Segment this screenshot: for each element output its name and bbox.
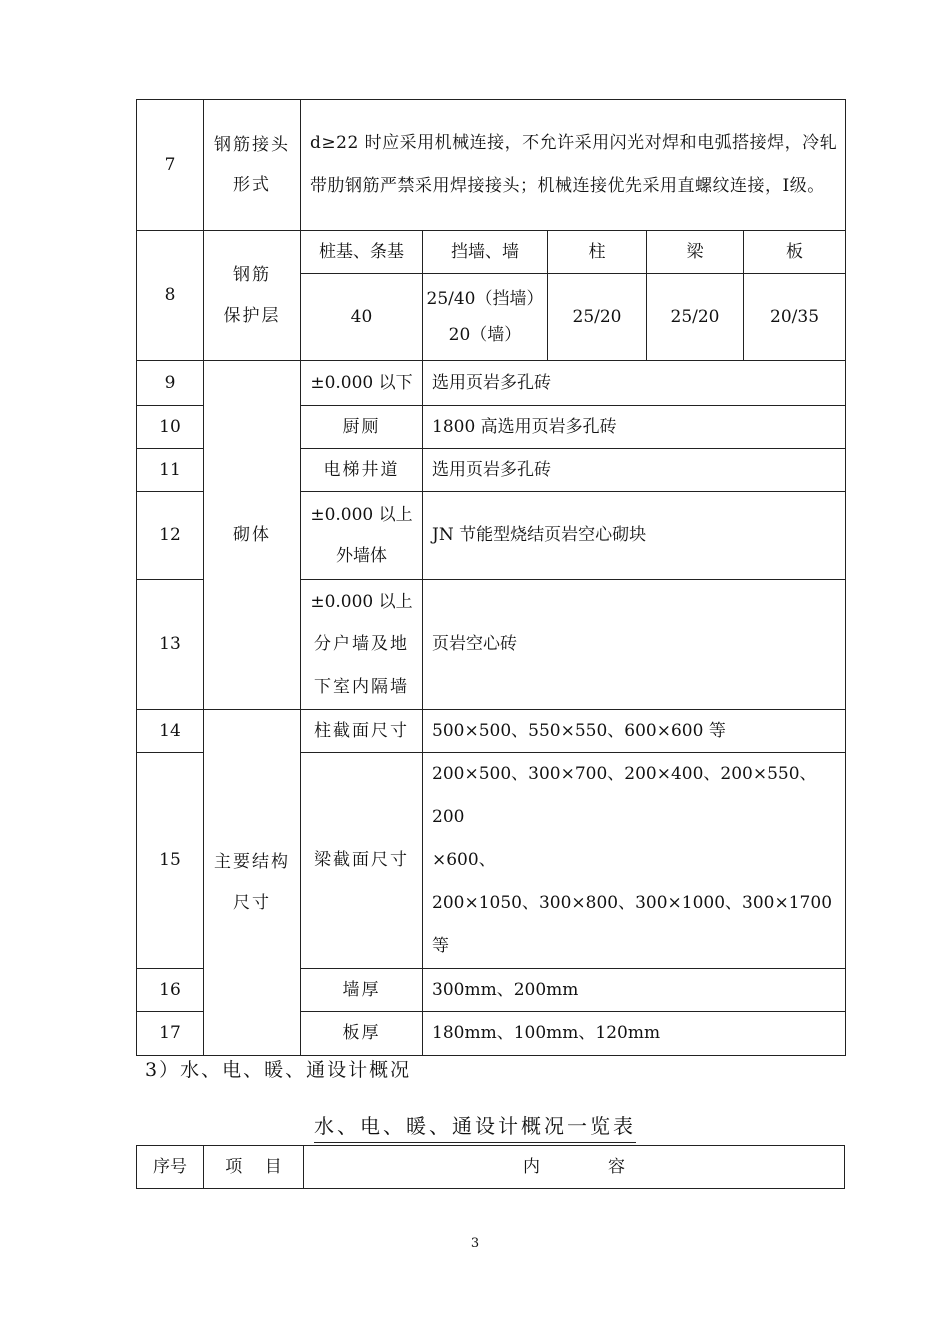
row-number: 7 <box>137 100 204 231</box>
row-number: 17 <box>137 1012 204 1056</box>
table-header-row <box>137 1146 845 1189</box>
row-number: 11 <box>137 449 204 492</box>
item-cell: 钢筋接头 形式 <box>204 100 301 231</box>
table-row <box>137 361 846 406</box>
row-number: 14 <box>137 710 204 753</box>
table-row <box>137 710 846 753</box>
sub-item-cell: ±0.000 以上 分户墙及地 下室内隔墙 <box>301 580 423 710</box>
content-cell: 200×500、300×700、200×400、200×550、200 ×600、 200×1050、300×800、300×1000、300×1700 等 <box>423 753 846 969</box>
row-number: 9 <box>137 361 204 406</box>
cover-header-wall: 挡墙、墙 <box>423 231 548 274</box>
sub-item-cell: ±0.000 以下 <box>301 361 423 406</box>
cover-header-pile: 桩基、条基 <box>301 231 423 274</box>
row-number: 13 <box>137 580 204 710</box>
content-cell: 选用页岩多孔砖 <box>423 449 846 492</box>
row-number: 8 <box>137 231 204 361</box>
structure-spec-table <box>136 99 846 1056</box>
content-cell: 300mm、200mm <box>423 969 846 1012</box>
cover-value-column: 25/20 <box>548 274 647 361</box>
sub-item-cell: ±0.000 以上 外墙体 <box>301 492 423 580</box>
page-number: 3 <box>470 1236 480 1251</box>
cover-header-beam: 梁 <box>647 231 744 274</box>
sub-item-cell: 厨厕 <box>301 406 423 449</box>
content-cell: 500×500、550×550、600×600 等 <box>423 710 846 753</box>
table-caption: 水、电、暖、通设计概况一览表 <box>0 1110 950 1139</box>
cover-value-slab: 20/35 <box>744 274 846 361</box>
row-number: 16 <box>137 969 204 1012</box>
row-number: 10 <box>137 406 204 449</box>
item-cell: 钢筋 保护层 <box>204 231 301 361</box>
content-cell: 选用页岩多孔砖 <box>423 361 846 406</box>
header-content: 内 容 <box>304 1146 845 1189</box>
sub-item-cell: 板厚 <box>301 1012 423 1056</box>
content-cell: d≥22 时应采用机械连接，不允许采用闪光对焊和电弧搭接焊，冷轧带肋钢筋严禁采用焊接接头；机械连接优先采用直螺纹连接，Ⅰ级。 <box>301 100 846 231</box>
cover-header-column: 柱 <box>548 231 647 274</box>
group-cell-structure: 主要结构 尺寸 <box>204 710 301 1056</box>
content-cell: JN 节能型烧结页岩空心砌块 <box>423 492 846 580</box>
row-number: 15 <box>137 753 204 969</box>
cover-header-slab: 板 <box>744 231 846 274</box>
mep-summary-table <box>136 1145 845 1189</box>
section-heading: 3）水、电、暖、通设计概况 <box>145 1059 412 1081</box>
cover-value-wall: 25/40（挡墙） 20（墙） <box>423 274 548 361</box>
header-serial: 序号 <box>137 1146 204 1189</box>
row-number: 12 <box>137 492 204 580</box>
sub-item-cell: 电梯井道 <box>301 449 423 492</box>
table-row <box>137 231 846 274</box>
content-cell: 页岩空心砖 <box>423 580 846 710</box>
sub-item-cell: 墙厚 <box>301 969 423 1012</box>
table-row <box>137 100 846 231</box>
cover-value-beam: 25/20 <box>647 274 744 361</box>
group-cell-masonry: 砌体 <box>204 361 301 710</box>
content-cell: 1800 高选用页岩多孔砖 <box>423 406 846 449</box>
sub-item-cell: 柱截面尺寸 <box>301 710 423 753</box>
content-cell: 180mm、100mm、120mm <box>423 1012 846 1056</box>
cover-value-pile: 40 <box>301 274 423 361</box>
sub-item-cell: 梁截面尺寸 <box>301 753 423 969</box>
header-item: 项 目 <box>204 1146 304 1189</box>
